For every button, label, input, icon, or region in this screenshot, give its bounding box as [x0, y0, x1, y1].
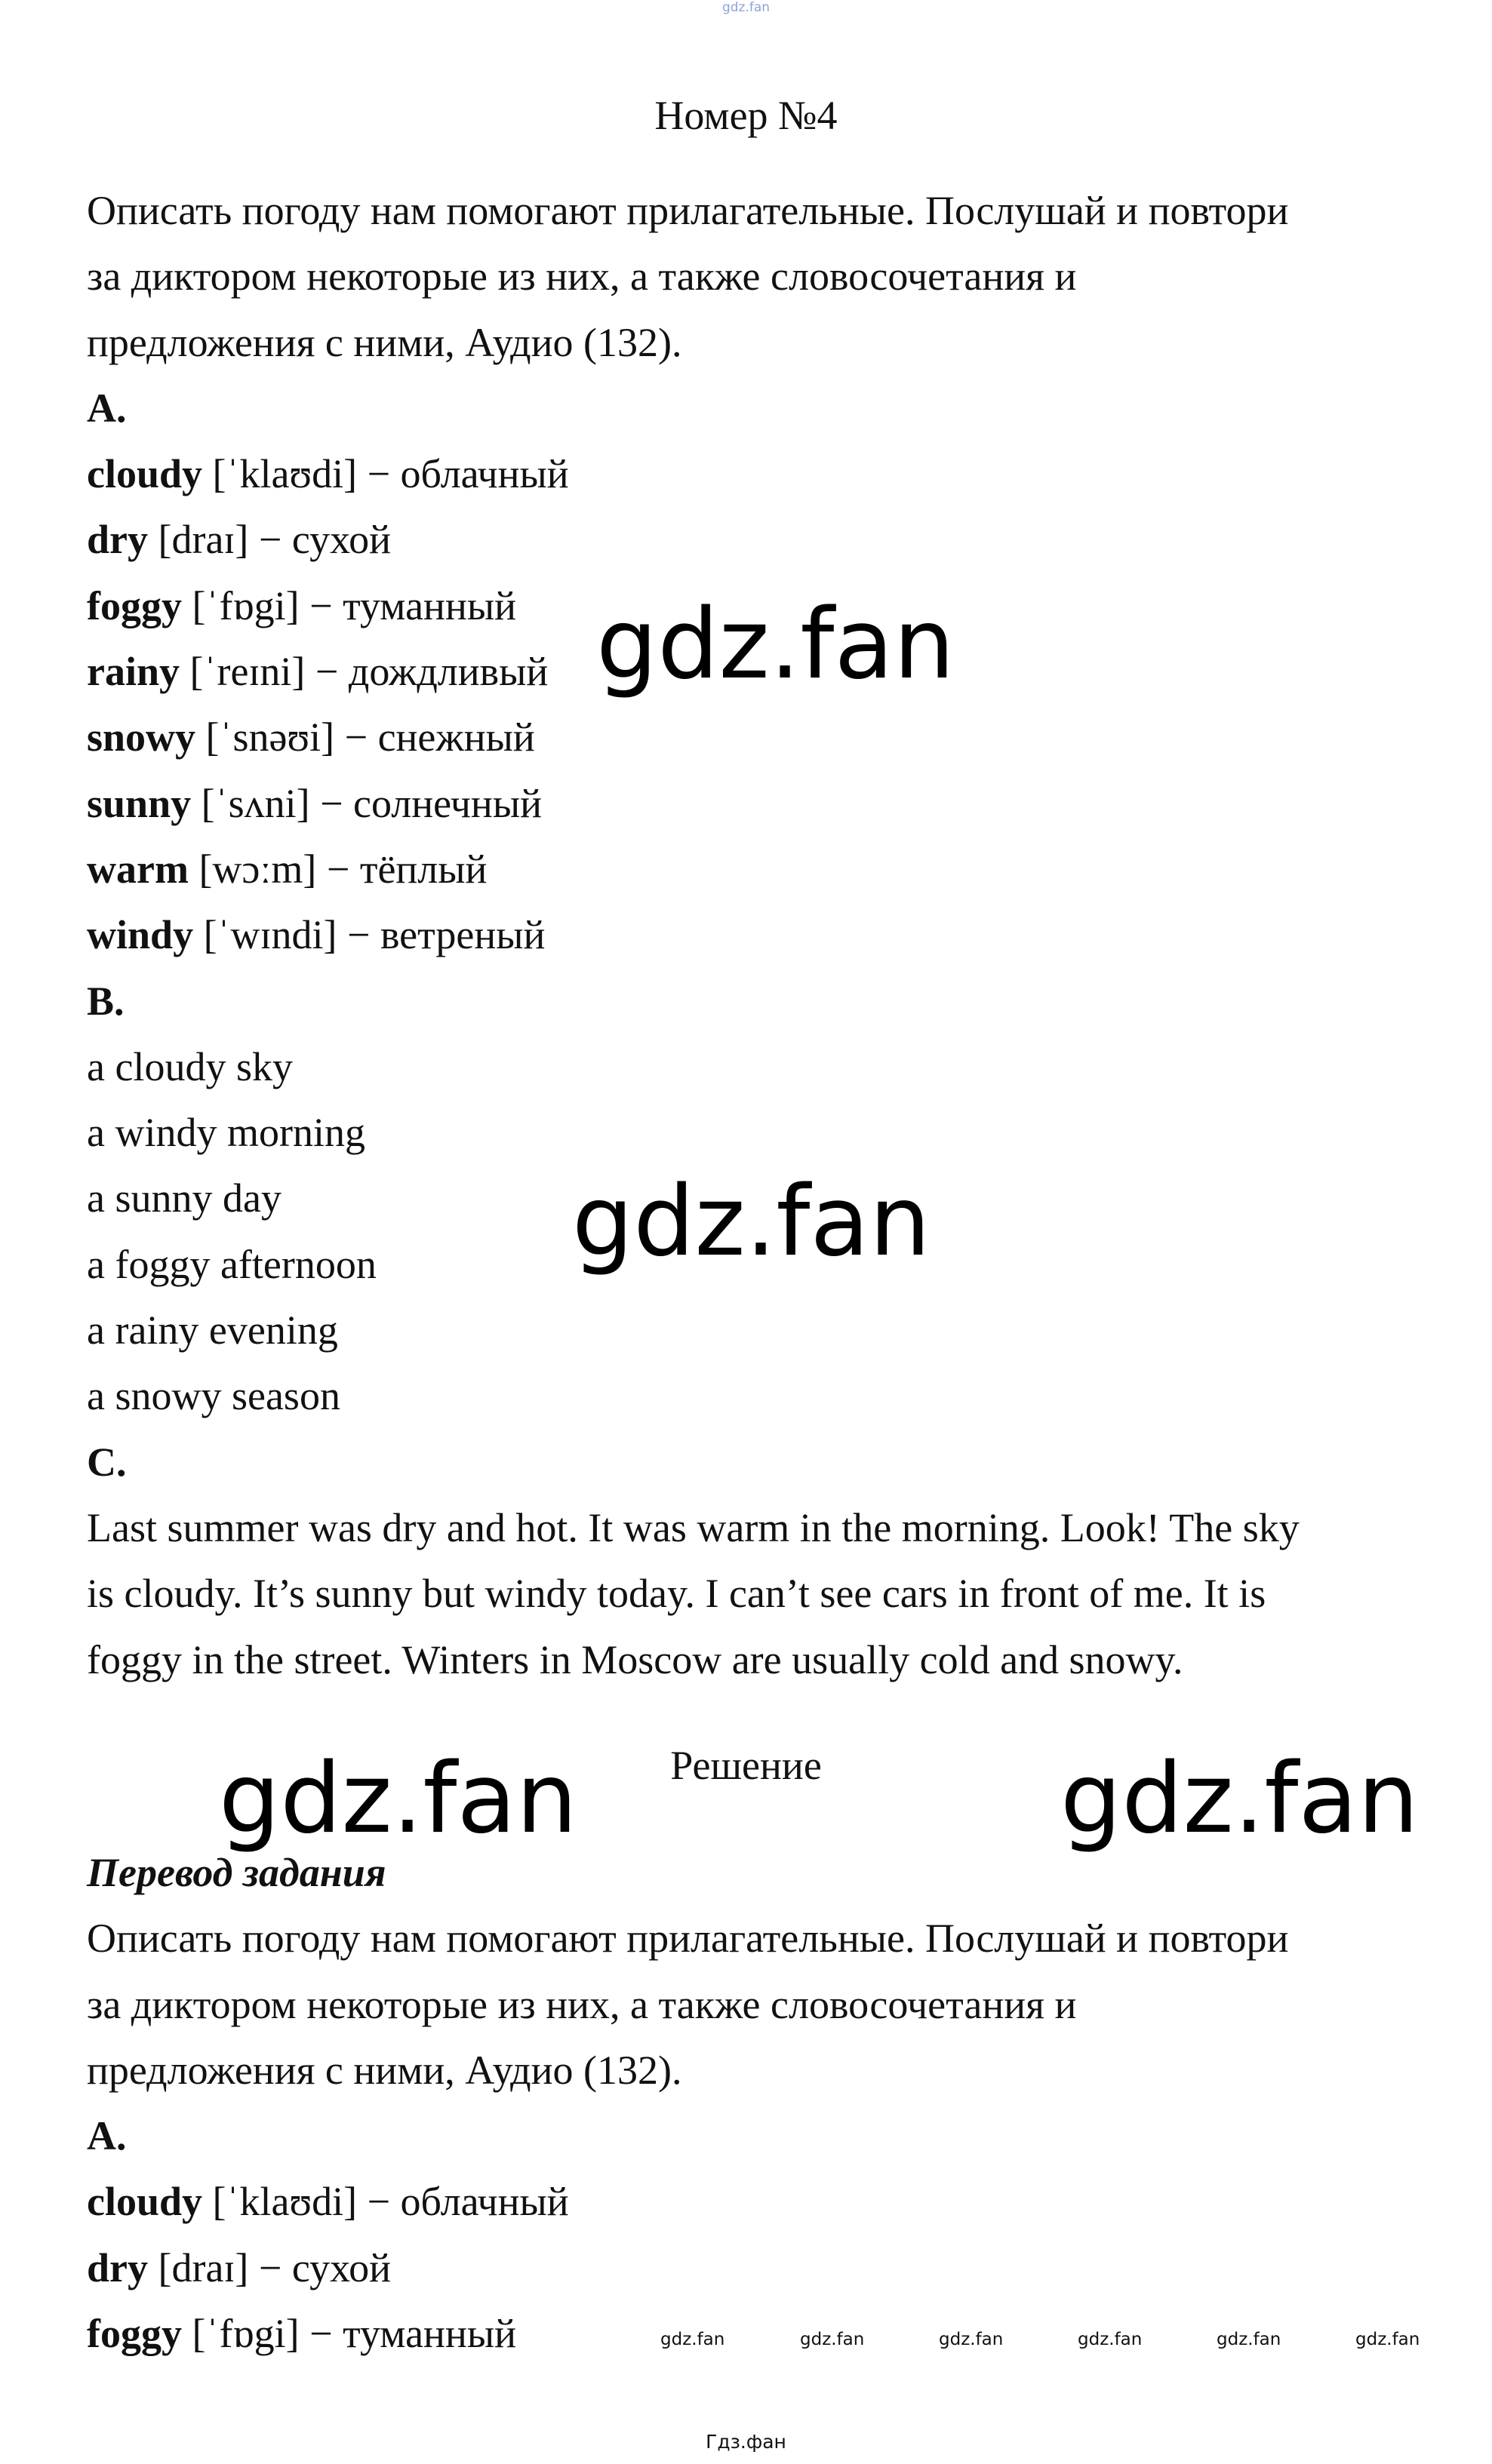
- vocab-item: [87, 902, 1430, 968]
- section-label-a: A.: [87, 2113, 127, 2159]
- vocab-word: dry: [87, 2244, 148, 2290]
- intro-line: за диктором некоторые из них, а также словосочетания и: [87, 253, 1077, 300]
- vocab-transcription: [draɪ] − сухой: [148, 517, 391, 563]
- watermark-small: gdz.fan: [1217, 2330, 1281, 2349]
- watermark-small: gdz.fan: [1355, 2330, 1420, 2349]
- watermark-small: gdz.fan: [800, 2330, 865, 2349]
- vocab-transcription: [ˈsʌni] − солнечный: [191, 780, 543, 826]
- footer-watermark: Гдз.фан: [706, 2431, 786, 2453]
- vocab-word: snowy: [87, 714, 196, 760]
- vocab-word: warm: [87, 846, 189, 892]
- vocab-item: [87, 2235, 1430, 2301]
- translation-heading: Перевод задания: [87, 1850, 386, 1895]
- vocab-transcription: [wɔːm] − тёплый: [188, 846, 488, 892]
- watermark-small: gdz.fan: [939, 2330, 1004, 2349]
- phrase-item: a snowy season: [87, 1373, 340, 1419]
- vocab-word: windy: [87, 912, 194, 958]
- intro-line: Описать погоду нам помогают прилагательные. Послушай и повтори: [87, 1916, 1289, 1962]
- phrase-item: a windy morning: [87, 1110, 365, 1156]
- sentence-line: Last summer was dry and hot. It was warm in the morning. Look! The sky: [87, 1504, 1300, 1550]
- sentence-line: foggy in the street. Winters in Moscow are usually cold and snowy.: [87, 1636, 1183, 1682]
- top-watermark: gdz.fan: [721, 0, 771, 15]
- page-title: Номер №4: [654, 93, 838, 138]
- section-label-c: C.: [87, 1439, 127, 1485]
- phrase-item: a sunny day: [87, 1175, 281, 1221]
- task-block: [87, 178, 1430, 1693]
- section-label-b: B.: [87, 978, 125, 1024]
- section-label-a: A.: [87, 385, 127, 431]
- vocab-item: [87, 2169, 1430, 2235]
- watermark: gdz.fan: [1060, 1743, 1419, 1855]
- watermark-small: gdz.fan: [660, 2330, 725, 2349]
- phrase-item: a rainy evening: [87, 1307, 338, 1353]
- vocab-word: rainy: [87, 649, 180, 695]
- vocab-item: [87, 507, 1430, 573]
- intro-line: предложения с ними, Аудио (132).: [87, 319, 682, 365]
- vocab-transcription: [ˈfɒgi] − туманный: [181, 582, 517, 628]
- solution-heading: Решение: [670, 1743, 822, 1788]
- intro-line: за диктором некоторые из них, а также словосочетания и: [87, 1981, 1077, 2027]
- vocab-transcription: [ˈsnəʊi] − снежный: [195, 714, 535, 760]
- vocab-transcription: [draɪ] − сухой: [148, 2244, 391, 2290]
- vocab-word: cloudy: [87, 2179, 203, 2225]
- vocab-word: foggy: [87, 582, 182, 628]
- vocab-transcription: [ˈklaʊdi] − облачный: [202, 2179, 569, 2225]
- watermark: gdz.fan: [219, 1743, 577, 1855]
- vocab-transcription: [ˈreɪni] − дождливый: [180, 649, 549, 695]
- vocab-item: [87, 837, 1430, 902]
- vocab-transcription: [ˈfɒgi] − туманный: [181, 2311, 517, 2357]
- vocab-word: foggy: [87, 2311, 182, 2357]
- intro-line: предложения с ними, Аудио (132).: [87, 2047, 682, 2093]
- watermark: gdz.fan: [572, 1166, 931, 1278]
- vocab-transcription: [ˈklaʊdi] − облачный: [202, 451, 569, 497]
- vocab-item: [87, 705, 1430, 770]
- solution-block: [87, 1840, 1430, 2367]
- vocab-word: dry: [87, 517, 148, 563]
- vocab-word: cloudy: [87, 451, 203, 497]
- watermark-small: gdz.fan: [1078, 2330, 1143, 2349]
- intro-line: Описать погоду нам помогают прилагательные. Послушай и повтори: [87, 188, 1289, 233]
- vocab-word: sunny: [87, 780, 192, 826]
- vocab-item: [87, 441, 1430, 507]
- phrase-item: a foggy afternoon: [87, 1241, 377, 1287]
- watermark: gdz.fan: [596, 588, 955, 701]
- vocab-transcription: [ˈwɪndi] − ветреный: [193, 912, 546, 958]
- sentence-line: is cloudy. It’s sunny but windy today. I can’t see cars in front of me. It is: [87, 1571, 1266, 1617]
- vocab-item: [87, 771, 1430, 837]
- phrase-item: a cloudy sky: [87, 1043, 293, 1089]
